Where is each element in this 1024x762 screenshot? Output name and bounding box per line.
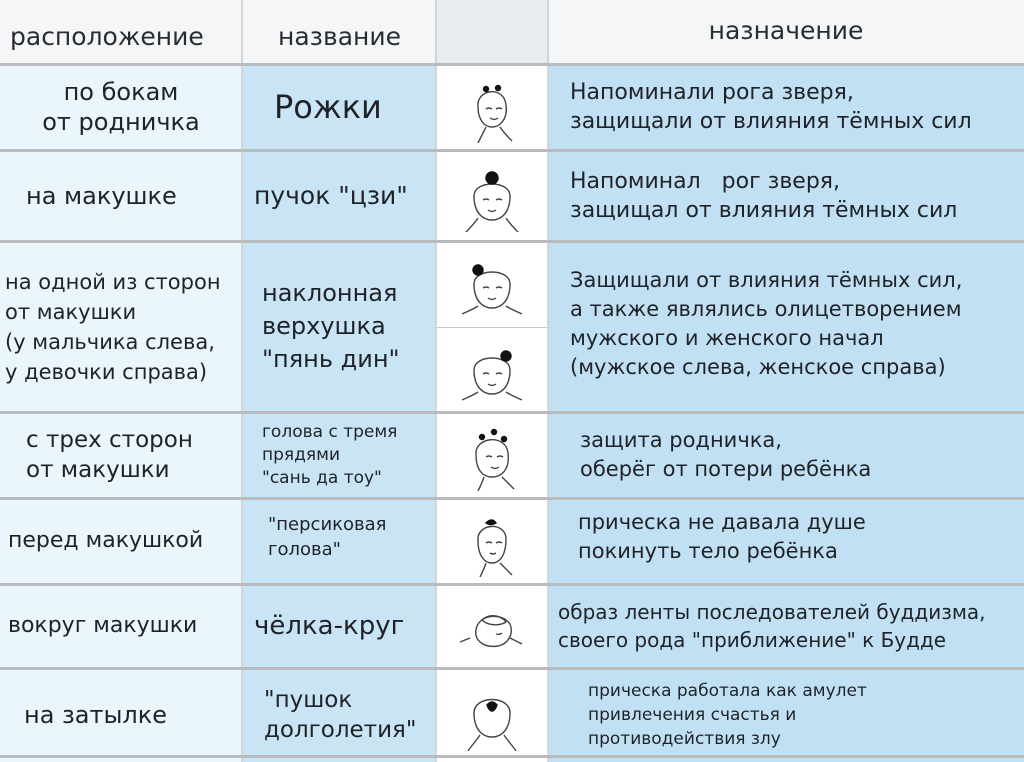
row-3-location-line: у девочки справа) <box>5 359 208 384</box>
row-7-purpose-line: противодействия злу <box>588 729 781 749</box>
header-purpose <box>548 0 1024 64</box>
row-2-name <box>242 150 436 241</box>
row-divider <box>0 497 1024 500</box>
row-1-purpose-line: защищали от влияния тёмных сил <box>570 109 972 134</box>
header-image <box>436 0 548 64</box>
row-divider <box>0 63 1024 66</box>
row-1-name-label: Рожки <box>274 88 382 126</box>
row-3-name <box>242 241 436 412</box>
row-1-name <box>242 64 436 150</box>
row-divider <box>0 149 1024 152</box>
row-3-name-line: наклонная <box>262 279 398 307</box>
header-name-label: название <box>278 21 401 51</box>
row-4-location-line: от макушки <box>26 457 170 483</box>
row-5-purpose <box>548 498 1024 584</box>
row-5-purpose-line: прическа не давала душе <box>578 510 866 534</box>
row-6-image <box>436 584 548 668</box>
row-2-purpose <box>548 150 1024 241</box>
row-1-purpose-line: Напоминали рога зверя, <box>570 80 854 105</box>
row-7-purpose <box>548 668 1024 762</box>
row-3-location-line: от макушки <box>5 299 137 324</box>
row-6-name-label: чёлка-круг <box>254 611 405 641</box>
face-ring-fringe-icon <box>456 590 528 662</box>
row-1-purpose <box>548 64 1024 150</box>
face-two-tufts-icon <box>456 71 528 143</box>
row-5-location <box>0 498 242 584</box>
row-1-location-line: от родничка <box>42 108 200 136</box>
row-3-image-bottom <box>436 328 548 412</box>
row-4-location <box>0 412 242 498</box>
row-4-image <box>436 412 548 498</box>
row-2-image <box>436 150 548 241</box>
row-6-purpose-line: образ ленты последователей буддизма, <box>558 600 986 624</box>
row-4-purpose <box>548 412 1024 498</box>
row-4-purpose-line: оберёг от потери ребёнка <box>580 457 872 481</box>
row-6-location <box>0 584 242 668</box>
row-4-name-line: голова с тремя <box>262 421 398 442</box>
row-7-location-line: на затылке <box>24 701 168 729</box>
row-3-purpose <box>548 241 1024 412</box>
row-7-name-line: долголетия" <box>264 717 417 743</box>
row-3-location <box>0 241 242 412</box>
face-three-tufts-icon <box>456 419 528 491</box>
row-divider <box>0 411 1024 414</box>
row-2-location-line: на макушке <box>26 181 177 210</box>
row-6-purpose <box>548 584 1024 668</box>
row-5-location-line: перед макушкой <box>8 528 204 553</box>
row-2-location <box>0 150 242 241</box>
face-nape-tuft-icon <box>456 679 528 751</box>
row-3-purpose-line: Защищали от влияния тёмных сил, <box>570 267 963 292</box>
header-location <box>0 0 242 64</box>
row-divider <box>0 583 1024 586</box>
row-6-name <box>242 584 436 668</box>
row-5-name-line: голова" <box>268 539 341 560</box>
header-name <box>242 0 436 64</box>
row-5-name-line: "персиковая <box>268 514 387 535</box>
row-6-purpose-line: своего рода "приближение" к Будде <box>558 628 947 652</box>
row-4-purpose-line: защита родничка, <box>580 428 782 452</box>
row-5-purpose-line: покинуть тело ребёнка <box>578 539 838 563</box>
row-7-name <box>242 668 436 762</box>
face-side-tuft-icon <box>456 334 528 406</box>
row-4-name-line: прядями <box>262 444 340 465</box>
row-2-purpose-line: защищал от влияния тёмных сил <box>570 197 958 223</box>
header-purpose-label: назначение <box>708 15 864 45</box>
column-divider <box>547 0 549 762</box>
row-2-purpose-line: Напоминал рог зверя, <box>570 168 841 194</box>
row-4-location-line: с трех сторон <box>26 427 193 453</box>
row-2-name-label: пучок "цзи" <box>254 181 408 210</box>
row-7-purpose-line: привлечения счастья и <box>588 705 797 725</box>
row-7-location <box>0 668 242 762</box>
face-front-tuft-icon <box>456 505 528 577</box>
row-3-purpose-line: мужского и женского начал <box>570 325 884 350</box>
header-location-label: расположение <box>10 21 204 51</box>
row-3-name-line: "пянь дин" <box>262 345 400 373</box>
row-7-image <box>436 668 548 762</box>
face-side-tuft-icon <box>456 248 528 320</box>
row-3-location-line: на одной из сторон <box>5 269 221 294</box>
row-divider <box>0 667 1024 670</box>
row-4-name <box>242 412 436 498</box>
row-1-location <box>0 64 242 150</box>
face-crown-bun-icon <box>456 160 528 232</box>
row-divider <box>0 755 1024 758</box>
row-7-purpose-line: прическа работала как амулет <box>588 681 867 701</box>
row-1-location-line: по бокам <box>63 78 179 106</box>
row-3-image-top <box>436 241 548 327</box>
row-3-location-line: (у мальчика слева, <box>5 329 215 354</box>
row-divider-image <box>436 327 548 328</box>
row-1-image <box>436 64 548 150</box>
row-divider <box>0 240 1024 243</box>
column-divider <box>435 0 437 762</box>
column-divider <box>241 0 243 762</box>
row-6-location-line: вокруг макушки <box>8 613 198 638</box>
row-5-name <box>242 498 436 584</box>
row-7-name-line: "пушок <box>264 687 353 713</box>
row-3-name-line: верхушка <box>262 312 386 340</box>
row-3-purpose-line: (мужское слева, женское справа) <box>570 354 946 379</box>
row-5-image <box>436 498 548 584</box>
row-4-name-line: "сань да тоу" <box>262 467 382 488</box>
row-3-purpose-line: а также являлись олицетворением <box>570 296 962 321</box>
